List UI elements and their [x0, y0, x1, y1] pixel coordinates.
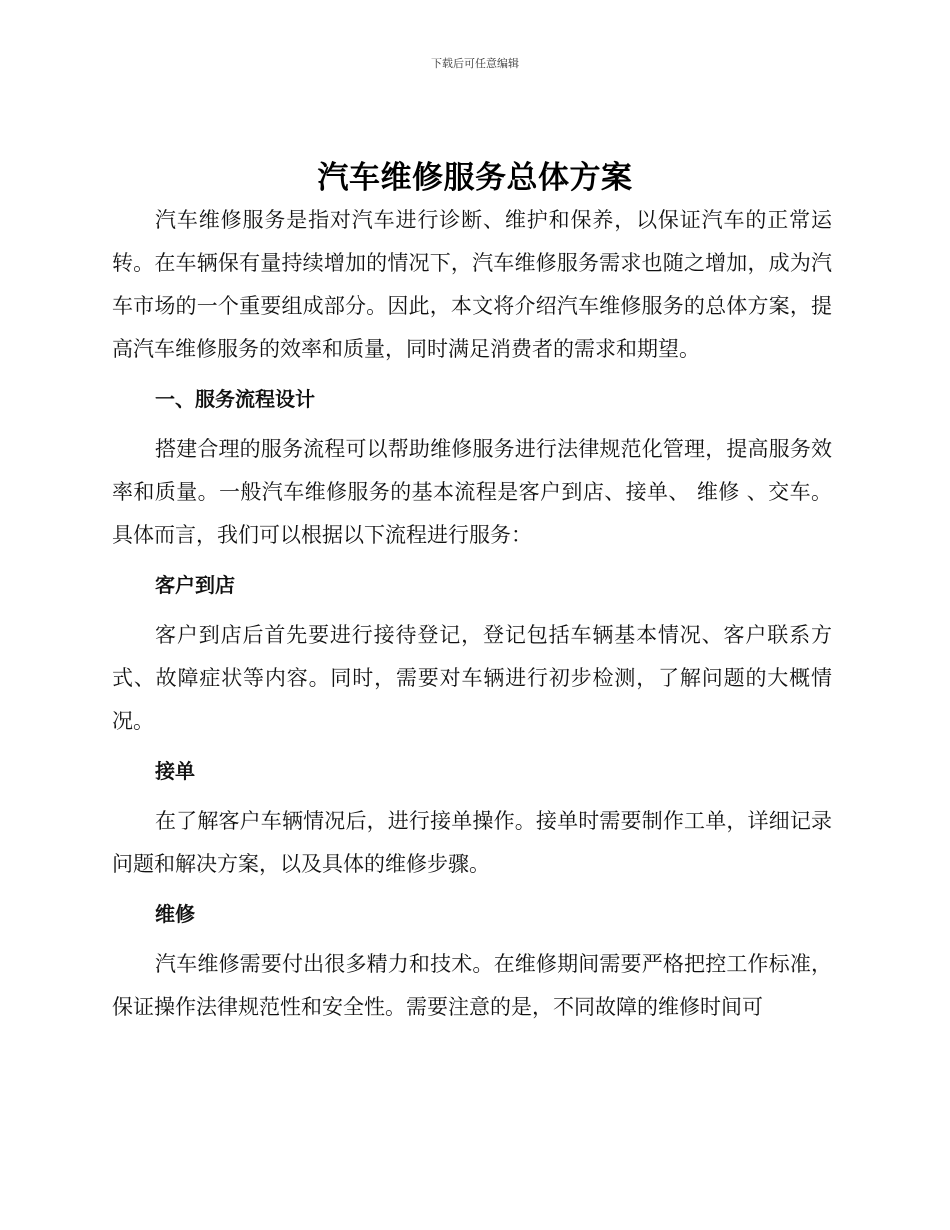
- step-heading-customer-arrival: 客户到店: [155, 573, 235, 597]
- step-heading-order-taking: 接单: [155, 759, 195, 783]
- section-paragraph-service-process: 搭建合理的服务流程可以帮助维修服务进行法律规范化管理，提高服务效率和质量。一般汽车维修服务的基本流程是客户到店、接单、 维修 、交车。具体而言，我们可以根据以下流程进行服务：: [112, 437, 832, 547]
- step-heading-repair: 维修: [155, 902, 195, 926]
- document-title: 汽车维修服务总体方案: [317, 160, 633, 196]
- section-heading-service-process: 一、服务流程设计: [155, 387, 315, 411]
- step-paragraph-order-taking: 在了解客户车辆情况后，进行接单操作。接单时需要制作工单，详细记录问题和解决方案，以及具体的维修步骤。: [112, 809, 832, 876]
- document-body: [112, 199, 832, 1029]
- intro-paragraph: 汽车维修服务是指对汽车进行诊断、维护和保养，以保证汽车的正常运转。在车辆保有量持续增加的情况下，汽车维修服务需求也随之增加，成为汽车市场的一个重要组成部分。因此，本文将介绍汽车维修服务的总体方案，提高汽车维修服务的效率和质量，同时满足消费者的需求和期望。: [112, 208, 832, 361]
- step-paragraph-repair: 汽车维修需要付出很多精力和技术。在维修期间需要严格把控工作标准，保证操作法律规范性和安全性。需要注意的是，不同故障的维修时间可: [112, 952, 832, 1019]
- step-paragraph-customer-arrival: 客户到店后首先要进行接待登记，登记包括车辆基本情况、客户联系方式、故障症状等内容。同时，需要对车辆进行初步检测，了解问题的大概情况。: [112, 623, 832, 733]
- header-note: 下载后可任意编辑: [431, 57, 519, 70]
